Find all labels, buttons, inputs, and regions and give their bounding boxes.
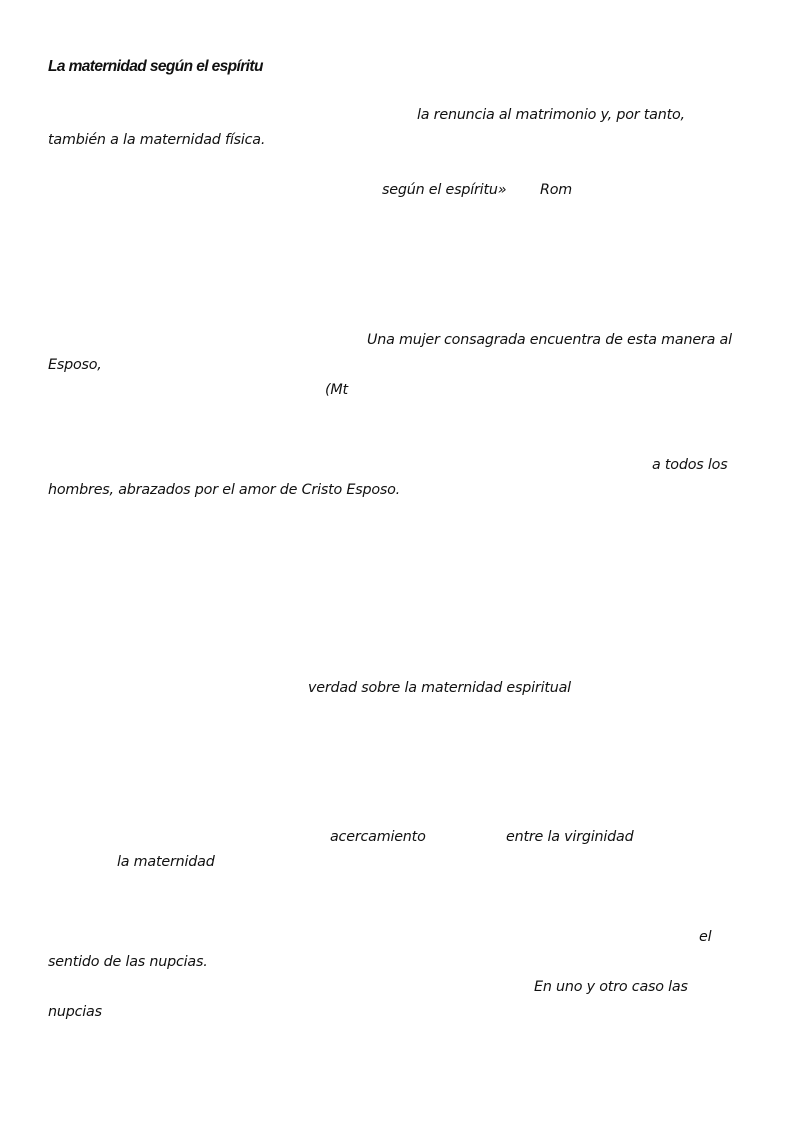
text-fragment: Esposo,	[48, 357, 102, 373]
page-title: La maternidad según el espíritu	[48, 58, 263, 75]
text-fragment: según el espíritu»	[382, 182, 507, 198]
text-fragment: acercamiento	[330, 829, 426, 845]
text-fragment: nupcias	[48, 1004, 102, 1020]
text-fragment: también a la maternidad física.	[48, 132, 266, 148]
text-fragment: (Mt	[325, 382, 348, 398]
text-fragment: a todos los	[652, 457, 728, 473]
text-fragment: Una mujer consagrada encuentra de esta manera al	[367, 332, 732, 348]
text-fragment: sentido de las nupcias.	[48, 954, 208, 970]
text-fragment: la renuncia al matrimonio y, por tanto,	[417, 107, 685, 123]
text-fragment: entre la virginidad	[506, 829, 634, 845]
text-fragment: hombres, abrazados por el amor de Cristo Esposo.	[48, 482, 401, 498]
text-fragment: el	[699, 929, 712, 945]
text-fragment: Rom	[540, 182, 573, 198]
text-fragment: verdad sobre la maternidad espiritual	[308, 680, 571, 696]
text-fragment: la maternidad	[117, 854, 215, 870]
text-fragment: En uno y otro caso las	[534, 979, 688, 995]
